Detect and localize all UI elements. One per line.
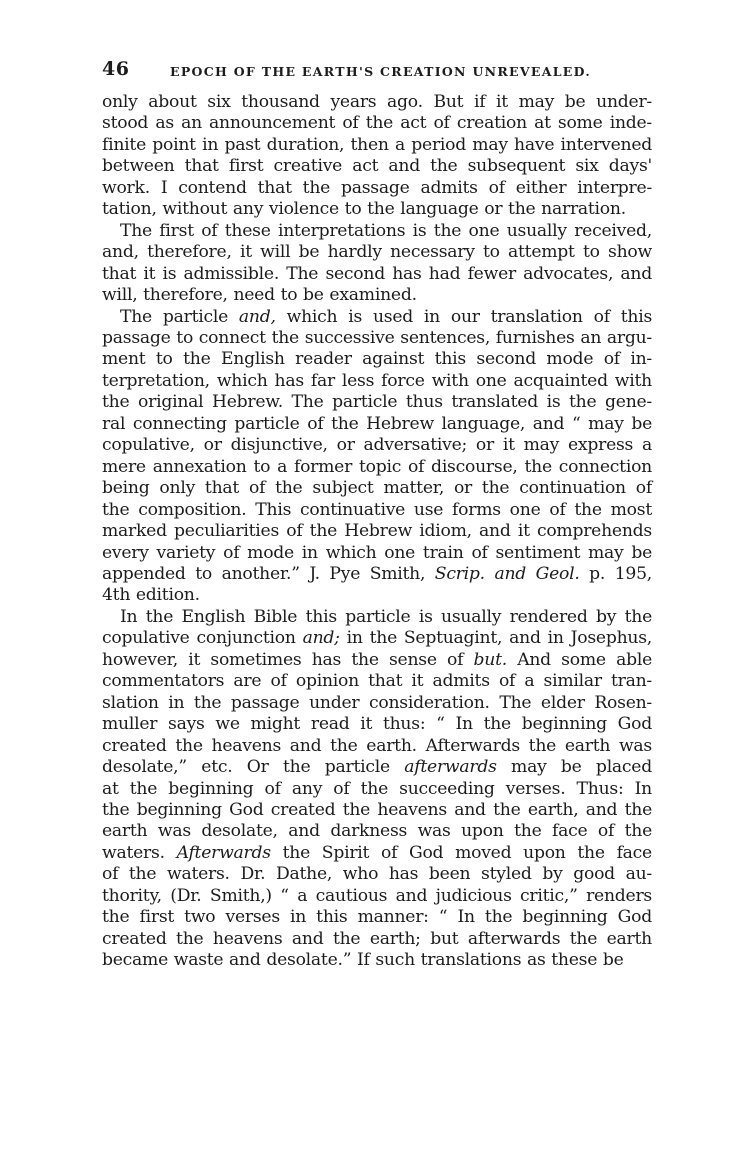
- text-line: will, therefore, need to be examined.: [102, 285, 417, 306]
- text-line: of the waters. Dr. Dathe, who has been styled by good au-: [102, 864, 652, 885]
- text-line: the beginning God created the heavens and the earth, and the: [102, 799, 652, 820]
- text-line: muller says we might read it thus: “ In the beginning God: [102, 714, 652, 735]
- text-segment: may be placed: [496, 757, 652, 778]
- text-line: copulative, or disjunctive, or adversative; or it may express a: [102, 435, 652, 456]
- text-line: the original Hebrew. The particle thus translated is the gene-: [102, 392, 652, 413]
- italic-text: and;: [302, 628, 340, 649]
- text-line: mere annexation to a former topic of discourse, the connection: [102, 456, 652, 477]
- text-line: created the heavens and the earth; but afterwards the earth: [102, 928, 652, 949]
- italic-text: and,: [238, 306, 276, 327]
- text-line: and, therefore, it will be hardly necessary to attempt to show: [102, 242, 652, 263]
- text-segment: And some able: [506, 649, 652, 670]
- text-segment: appended to another.” J. Pye Smith,: [102, 563, 435, 584]
- text-line: only about six thousand years ago. But if it may be under-: [102, 92, 652, 112]
- text-segment: in the Septuagint, and in Josephus,: [339, 628, 652, 649]
- text-line: [102, 307, 652, 328]
- paragraph: [102, 92, 652, 221]
- text-line: the first two verses in this manner: “ In the beginning God: [102, 907, 652, 928]
- text-line: 4th edition.: [102, 585, 200, 606]
- text-line: the composition. This continuative use forms one of the most: [102, 499, 652, 520]
- body-text: [102, 92, 652, 972]
- text-segment: desolate,” etc. Or the particle: [102, 757, 405, 778]
- text-line: earth was desolate, and darkness was upon the face of the: [102, 821, 652, 842]
- text-line: that it is admissible. The second has had fewer advocates, and: [102, 263, 652, 284]
- text-line: every variety of mode in which one train of sentiment may be: [102, 542, 652, 563]
- text-line: The first of these interpretations is the one usually received,: [120, 220, 652, 241]
- text-line: ment to the English reader against this second mode of in-: [102, 349, 652, 370]
- page-number: 46: [102, 58, 130, 80]
- text-segment: p. 195,: [579, 563, 652, 584]
- text-line: [102, 564, 652, 585]
- text-line: terpretation, which has far less force with one acquainted with: [102, 370, 652, 391]
- running-title: EPOCH OF THE EARTH'S CREATION UNREVEALED.: [170, 64, 591, 79]
- text-line: In the English Bible this particle is usually rendered by the: [120, 606, 652, 627]
- text-segment: The particle: [120, 306, 239, 327]
- italic-text: Afterwards: [176, 842, 271, 863]
- text-segment: which is used in our translation of this: [275, 306, 653, 327]
- text-line: between that first creative act and the subsequent six days': [102, 156, 652, 177]
- italic-text: but.: [473, 649, 507, 670]
- text-line: ral connecting particle of the Hebrew language, and “ may be: [102, 413, 652, 434]
- page-header: [102, 58, 652, 92]
- paragraph: [102, 307, 652, 607]
- text-line: [102, 628, 652, 649]
- text-line: became waste and desolate.” If such translations as these be: [102, 950, 624, 971]
- paragraph: [102, 607, 652, 972]
- text-segment: the Spirit of God moved upon the face: [270, 842, 652, 863]
- italic-text: Scrip. and Geol.: [434, 563, 580, 584]
- text-line: passage to connect the successive sentences, furnishes an argu-: [102, 327, 652, 348]
- text-line: stood as an announcement of the act of creation at some inde-: [102, 113, 652, 134]
- text-line: slation in the passage under consideration. The elder Rosen-: [102, 692, 652, 713]
- text-line: tation, without any violence to the language or the narration.: [102, 199, 626, 220]
- text-line: [102, 757, 652, 778]
- text-segment: however, it sometimes has the sense of: [102, 649, 474, 670]
- text-segment: copulative conjunction: [102, 628, 303, 649]
- text-line: [102, 843, 652, 864]
- text-line: commentators are of opinion that it admits of a similar tran-: [102, 671, 652, 692]
- text-segment: waters.: [102, 842, 177, 863]
- text-line: finite point in past duration, then a period may have intervened: [102, 134, 652, 155]
- paragraph: [102, 221, 652, 307]
- italic-text: afterwards: [404, 757, 497, 778]
- text-line: [102, 650, 652, 671]
- text-line: work. I contend that the passage admits of either interpre-: [102, 177, 652, 198]
- text-line: being only that of the subject matter, or the continuation of: [102, 478, 652, 499]
- text-line: at the beginning of any of the succeeding verses. Thus: In: [102, 778, 652, 799]
- text-line: marked peculiarities of the Hebrew idiom, and it comprehends: [102, 521, 652, 542]
- text-line: created the heavens and the earth. Afterwards the earth was: [102, 735, 652, 756]
- book-page: [102, 58, 652, 972]
- text-line: thority, (Dr. Smith,) “ a cautious and judicious critic,” renders: [102, 885, 652, 906]
